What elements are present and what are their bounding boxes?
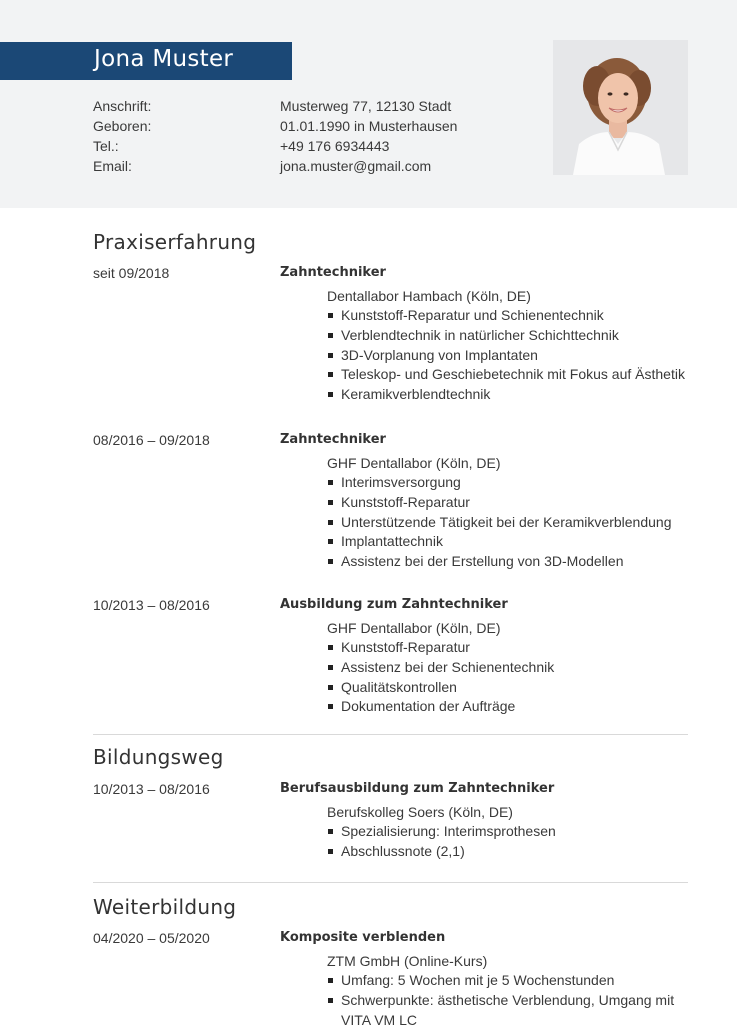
entry-role: Zahntechniker — [280, 432, 386, 447]
entry-date: 10/2013 – 08/2016 — [93, 597, 210, 613]
list-item: Qualitätskontrollen — [327, 678, 687, 698]
list-item: Implantattechnik — [327, 532, 687, 552]
entry-role: Berufsausbildung zum Zahntechniker — [280, 781, 555, 796]
list-item: Keramikverblendtechnik — [327, 385, 687, 405]
entry-role: Komposite verblenden — [280, 930, 446, 945]
contact-label-phone: Tel.: — [93, 138, 119, 154]
list-item: Assistenz bei der Erstellung von 3D-Modellen — [327, 552, 687, 572]
portrait-photo — [553, 40, 688, 175]
list-item: Kunststoff-Reparatur — [327, 493, 687, 513]
portrait-icon — [553, 40, 688, 175]
entry-bullet-list — [327, 473, 687, 572]
entry-bullet-list — [327, 971, 677, 1030]
entry-bullet-list — [327, 638, 687, 717]
section-title-training: Weiterbildung — [93, 895, 237, 919]
entry-date: 10/2013 – 08/2016 — [93, 781, 210, 797]
contact-value-email: jona.muster@gmail.com — [280, 158, 432, 174]
list-item: 3D-Vorplanung von Implantaten — [327, 346, 687, 366]
list-item: Spezialisierung: Interimsprothesen — [327, 822, 687, 842]
contact-label-birth: Geboren: — [93, 118, 152, 134]
list-item: Assistenz bei der Schienentechnik — [327, 658, 687, 678]
list-item: Interimsversorgung — [327, 473, 687, 493]
section-title-education: Bildungsweg — [93, 745, 224, 769]
list-item: Verblendtechnik in natürlicher Schichttechnik — [327, 326, 687, 346]
entry-employer: Dentallabor Hambach (Köln, DE) — [327, 288, 531, 304]
list-item: Dokumentation der Aufträge — [327, 697, 687, 717]
entry-date: 04/2020 – 05/2020 — [93, 930, 210, 946]
list-item: Abschlussnote (2,1) — [327, 842, 687, 862]
contact-value-address: Musterweg 77, 12130 Stadt — [280, 98, 452, 114]
list-item: Teleskop- und Geschiebetechnik mit Fokus auf Ästhetik — [327, 365, 687, 385]
section-divider — [93, 734, 688, 735]
section-title-experience: Praxiserfahrung — [93, 230, 257, 254]
entry-bullet-list — [327, 822, 687, 862]
applicant-name: Jona Muster — [94, 46, 234, 72]
list-item: Kunststoff-Reparatur und Schienentechnik — [327, 306, 687, 326]
entry-employer: Berufskolleg Soers (Köln, DE) — [327, 804, 513, 820]
contact-value-birth: 01.01.1990 in Musterhausen — [280, 118, 458, 134]
entry-employer: GHF Dentallabor (Köln, DE) — [327, 455, 501, 471]
entry-employer: ZTM GmbH (Online-Kurs) — [327, 953, 488, 969]
contact-value-phone: +49 176 6934443 — [280, 138, 390, 154]
list-item: Kunststoff-Reparatur — [327, 638, 687, 658]
contact-label-email: Email: — [93, 158, 132, 174]
entry-employer: GHF Dentallabor (Köln, DE) — [327, 620, 501, 636]
entry-date: 08/2016 – 09/2018 — [93, 432, 210, 448]
list-item: Umfang: 5 Wochen mit je 5 Wochenstunden — [327, 971, 677, 991]
entry-role: Zahntechniker — [280, 265, 386, 280]
entry-role: Ausbildung zum Zahntechniker — [280, 597, 508, 612]
entry-bullet-list — [327, 306, 687, 405]
list-item: Unterstützende Tätigkeit bei der Keramikverblendung — [327, 513, 687, 533]
section-divider — [93, 882, 688, 883]
entry-date: seit 09/2018 — [93, 265, 170, 281]
list-item: Schwerpunkte: ästhetische Verblendung, Umgang mit VITA VM LC — [327, 991, 677, 1030]
contact-label-address: Anschrift: — [93, 98, 152, 114]
